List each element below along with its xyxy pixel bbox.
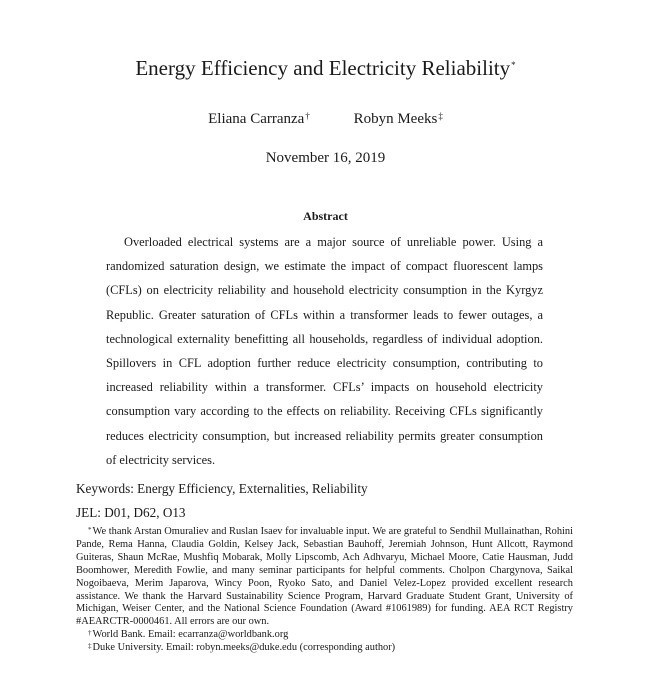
- title-footnote-mark[interactable]: *: [511, 60, 516, 70]
- author-name: Eliana Carranza: [208, 111, 305, 127]
- author-carranza: [208, 110, 310, 128]
- footnote-mark: ‡: [88, 642, 92, 651]
- footnote-text: World Bank. Email: ecarranza@worldbank.org: [92, 629, 289, 641]
- keywords: Keywords: Energy Efficiency, Externalities, Reliability: [76, 481, 368, 496]
- author-list: [0, 110, 651, 128]
- footnote-text: We thank Arstan Omuraliev and Ruslan Isaev for invaluable input. We are grateful to Sendhil Mullainathan, Rohini Pande, Rema Hanna, Claudia Goldin, Kelsey Jack, Sebastian Bauhoff, Jeremiah Johnson, Hunt Allcott, Raymond Guiteras, Shaun McRae, Mushfiq Mobarak, Molly Lipscomb, Ach Adhvaryu, Michael Moore, Catie Hausman, Judd Boomhower, Meredith Fowlie, and many seminar participants for helpful comments. Cholpon Chargynova, Saikal Nogoibaeva, Merim Japarova, Wincy Poon, Ryoko Sato, and Daniel Velez-Lopez provided excellent research assistance. We thank the Harvard Sustainability Science Program, Harvard Graduate Student Grant, University of Michigan, Weiser Center, and the National Science Foundation (Award #1061989) for funding. AEA RCT Registry #AEARCTR-0000461. All errors are our own.: [76, 526, 573, 628]
- footnotes: [76, 526, 573, 655]
- footnote-carranza: [76, 629, 573, 642]
- abstract-heading: Abstract: [303, 209, 348, 223]
- footnote-acknowledgements: [76, 526, 573, 629]
- paper-date: November 16, 2019: [265, 150, 386, 166]
- jel-codes: JEL: D01, D62, O13: [76, 505, 186, 520]
- paper-title-text: Energy Efficiency and Electricity Reliability: [135, 56, 511, 80]
- abstract-text: Overloaded electrical systems are a major source of unreliable power. Using a randomized saturation design, we estimate the impact of compact fluorescent lamps (CFLs) on electricity reliability and household electricity consumption in the Kyrgyz Republic. Greater saturation of CFLs within a transformer leads to fewer outages, a technological externality benefitting all households, regardless of individual adoption. Spillovers in CFL adoption further reduce electricity consumption, contributing to increased reliability within a transformer. CFLs’ impacts on household electricity consumption vary according to the effects on reliability. Receiving CFLs significantly reduces electricity consumption, but increased reliability permits greater consumption of electricity services.: [106, 235, 543, 467]
- paper-title: [0, 55, 651, 81]
- footnote-meeks: [76, 642, 573, 655]
- footnote-mark: †: [88, 629, 92, 638]
- author-meeks: [354, 110, 443, 128]
- footnote-mark: *: [88, 526, 92, 534]
- author-name: Robyn Meeks: [353, 111, 438, 127]
- footnote-text: Duke University. Email: robyn.meeks@duke.edu (corresponding author): [92, 642, 396, 654]
- author-footnote-mark[interactable]: ‡: [438, 111, 443, 121]
- author-footnote-mark[interactable]: †: [305, 111, 310, 121]
